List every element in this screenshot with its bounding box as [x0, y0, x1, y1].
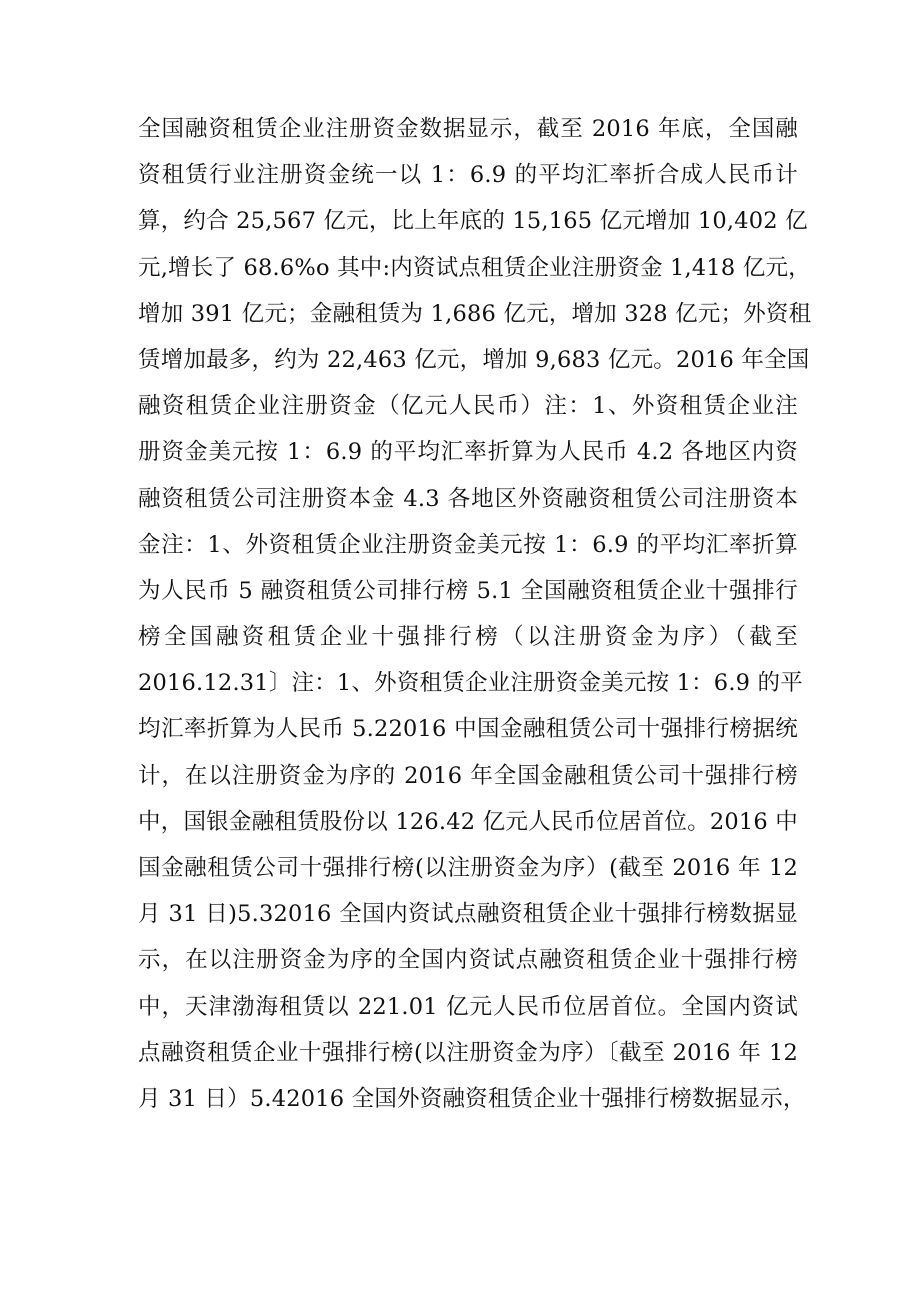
- text-line: 月 31 日）5.42016 全国外资融资租赁企业十强排行榜数据显示，: [138, 1085, 806, 1112]
- text-line: 元,增长了 68.6%o 其中:内资试点租赁企业注册资金 1,418 亿元，: [138, 254, 811, 281]
- text-line: 增加 391 亿元；金融租赁为 1,686 亿元，增加 328 亿元；外资租: [138, 300, 812, 327]
- text-line: 为人民币 5 融资租赁公司排行榜 5.1 全国融资租赁企业十强排行: [138, 577, 798, 604]
- text-line: 月 31 日)5.32016 全国内资试点融资租赁企业十强排行榜数据显: [138, 901, 798, 928]
- text-line: 融资租赁公司注册资本金 4.3 各地区外资融资租赁公司注册资本: [138, 485, 798, 512]
- text-line: 国金融租赁公司十强排行榜(以注册资金为序）(截至 2016 年 12: [138, 855, 798, 881]
- text-line: 算，约合 25,567 亿元，比上年底的 15,165 亿元增加 10,402 亿: [138, 208, 808, 235]
- text-line: 全国融资租赁企业注册资金数据显示，截至 2016 年底，全国融: [138, 116, 798, 142]
- text-line: 融资租赁企业注册资金（亿元人民币）注：1、外资租赁企业注: [138, 393, 798, 420]
- text-line: 计，在以注册资金为序的 2016 年全国金融租赁公司十强排行榜: [138, 762, 798, 789]
- text-line: 资租赁行业注册资金统一以 1：6.9 的平均汇率折合成人民币计: [138, 162, 798, 189]
- text-line: 2016.12.31〕注：1、外资租赁企业注册资金美元按 1：6.9 的平: [138, 670, 803, 697]
- text-line: 册资金美元按 1：6.9 的平均汇率折算为人民币 4.2 各地区内资: [138, 439, 798, 466]
- text-line: 点融资租赁企业十强排行榜(以注册资金为序）〔截至 2016 年 12: [138, 1039, 798, 1066]
- text-line: 榜全国融资租赁企业十强排行榜（以注册资金为序）（截至: [138, 624, 798, 651]
- text-line: 示，在以注册资金为序的全国内资试点融资租赁企业十强排行榜: [138, 947, 798, 974]
- text-line: 赁增加最多，约为 22,463 亿元，增加 9,683 亿元。2016 年全国: [138, 346, 810, 373]
- text-line: 均汇率折算为人民币 5.22016 中国金融租赁公司十强排行榜据统: [138, 716, 798, 743]
- text-line: 金注：1、外资租赁企业注册资金美元按 1：6.9 的平均汇率折算: [138, 531, 798, 558]
- text-line: 中，国银金融租赁股份以 126.42 亿元人民币位居首位。2016 中: [138, 808, 798, 835]
- text-line: 中，天津渤海租赁以 221.01 亿元人民币位居首位。全国内资试: [138, 993, 798, 1020]
- body-paragraph: [138, 106, 812, 1122]
